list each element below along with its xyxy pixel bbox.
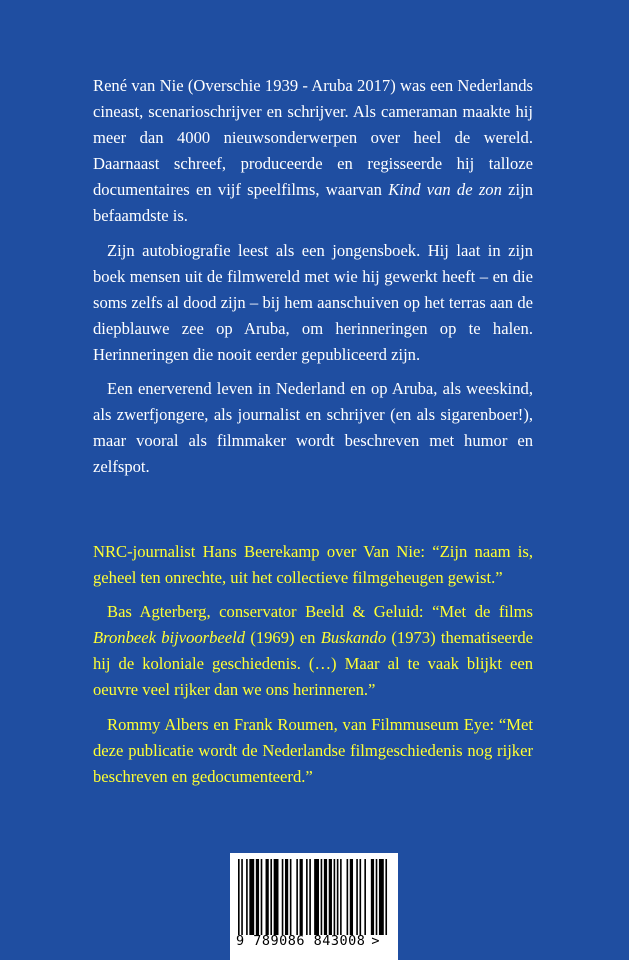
barcode-bar xyxy=(314,859,319,935)
review-quotes xyxy=(93,539,533,798)
bio-p1-text-b: zijn befaamdste is. xyxy=(93,180,534,226)
barcode-bars-icon xyxy=(238,859,390,935)
barcode-bar xyxy=(334,859,336,935)
barcode-bar xyxy=(340,859,342,935)
barcode-bar xyxy=(364,859,366,935)
barcode-bar xyxy=(285,859,288,935)
barcode-bar xyxy=(300,859,303,935)
author-bio xyxy=(93,73,533,488)
quote-agterberg-text-a: Bas Agterberg, conservator Beeld & Geluid: “Met de films xyxy=(107,602,533,622)
barcode-bar xyxy=(270,859,272,935)
barcode-bar xyxy=(371,859,374,935)
barcode-bar xyxy=(256,859,259,935)
barcode-bar xyxy=(282,859,284,935)
isbn-number xyxy=(236,933,392,949)
barcode-bar xyxy=(337,859,339,935)
bio-paragraph-3: Een enerverend leven in Nederland en op Aruba, als weeskind, als zwerfjongere, als journalist en schrijver (en als sigarenboer!), maar vooral als filmmaker wordt beschreven met humor en zelfspot. xyxy=(93,379,533,477)
quote-agterberg-text-c: (1973) thematiseerde hij de koloniale geschiedenis. (…) Maar al te vaak blijkt een oeuvre veel rijker dan we ons herinneren.” xyxy=(93,628,533,700)
barcode-bar xyxy=(356,859,358,935)
bio-paragraph-2: Zijn autobiografie leest als een jongensboek. Hij laat in zijn boek mensen uit de filmwereld met wie hij gewerkt heeft – en die soms zelfs al dood zijn – bij hem aanschuiven op het terras aan de diepblauwe zee op Aruba, om herinneringen op te halen. Herinneringen die nooit eerder gepubliceerd zijn. xyxy=(93,240,533,364)
barcode-bar xyxy=(376,859,378,935)
isbn-quiet-zone-mark: > xyxy=(371,933,381,949)
quote-agterberg-text-b: (1969) en xyxy=(245,628,321,648)
barcode-bar xyxy=(290,859,292,935)
barcode-bar xyxy=(379,859,384,935)
quote-beerekamp: NRC-journalist Hans Beerekamp over Van Nie: “Zijn naam is, geheel ten onrechte, uit het collectieve filmgeheugen gewist.” xyxy=(93,542,533,588)
barcode-bar xyxy=(306,859,308,935)
quote-albers-roumen: Rommy Albers en Frank Roumen, van Filmmuseum Eye: “Met deze publicatie wordt de Nederlandse filmgeschiedenis nog rijker beschreven en gedocumenteerd.” xyxy=(93,714,533,786)
film-title-buskando: Buskando xyxy=(320,628,387,648)
film-title-bronbeek: Bronbeek bijvoorbeeld xyxy=(93,628,246,648)
barcode-bar xyxy=(385,859,387,935)
film-title-kind-van-de-zon: Kind van de zon xyxy=(388,180,502,200)
barcode-bar xyxy=(249,859,254,935)
barcode-bar xyxy=(329,859,332,935)
barcode-bar xyxy=(309,859,311,935)
isbn-barcode xyxy=(230,853,398,960)
barcode-bar xyxy=(261,859,263,935)
barcode-bar xyxy=(347,859,349,935)
bio-p1-text-a: René van Nie (Overschie 1939 - Aruba 2017) was een Nederlands cineast, scenarioschrijver en schrijver. Als cameraman maakte hij meer dan 4000 nieuwsonderwerpen over heel de wereld. Daarnaast schreef, produceerde en regisseerde hij talloze documentaires en vijf speelfilms, waarvan xyxy=(93,76,533,200)
barcode-bar xyxy=(360,859,362,935)
barcode-bar xyxy=(350,859,353,935)
quote-agterberg xyxy=(93,599,533,703)
barcode-bar xyxy=(321,859,323,935)
barcode-bar xyxy=(246,859,248,935)
barcode-bar xyxy=(274,859,279,935)
barcode-bar xyxy=(241,859,243,935)
barcode-bar xyxy=(296,859,298,935)
isbn-digits: 9 789086 843008 xyxy=(236,933,366,949)
barcode-bar xyxy=(324,859,327,935)
barcode-bar xyxy=(238,859,240,935)
barcode-bar xyxy=(266,859,269,935)
bio-paragraph-1 xyxy=(93,73,533,230)
